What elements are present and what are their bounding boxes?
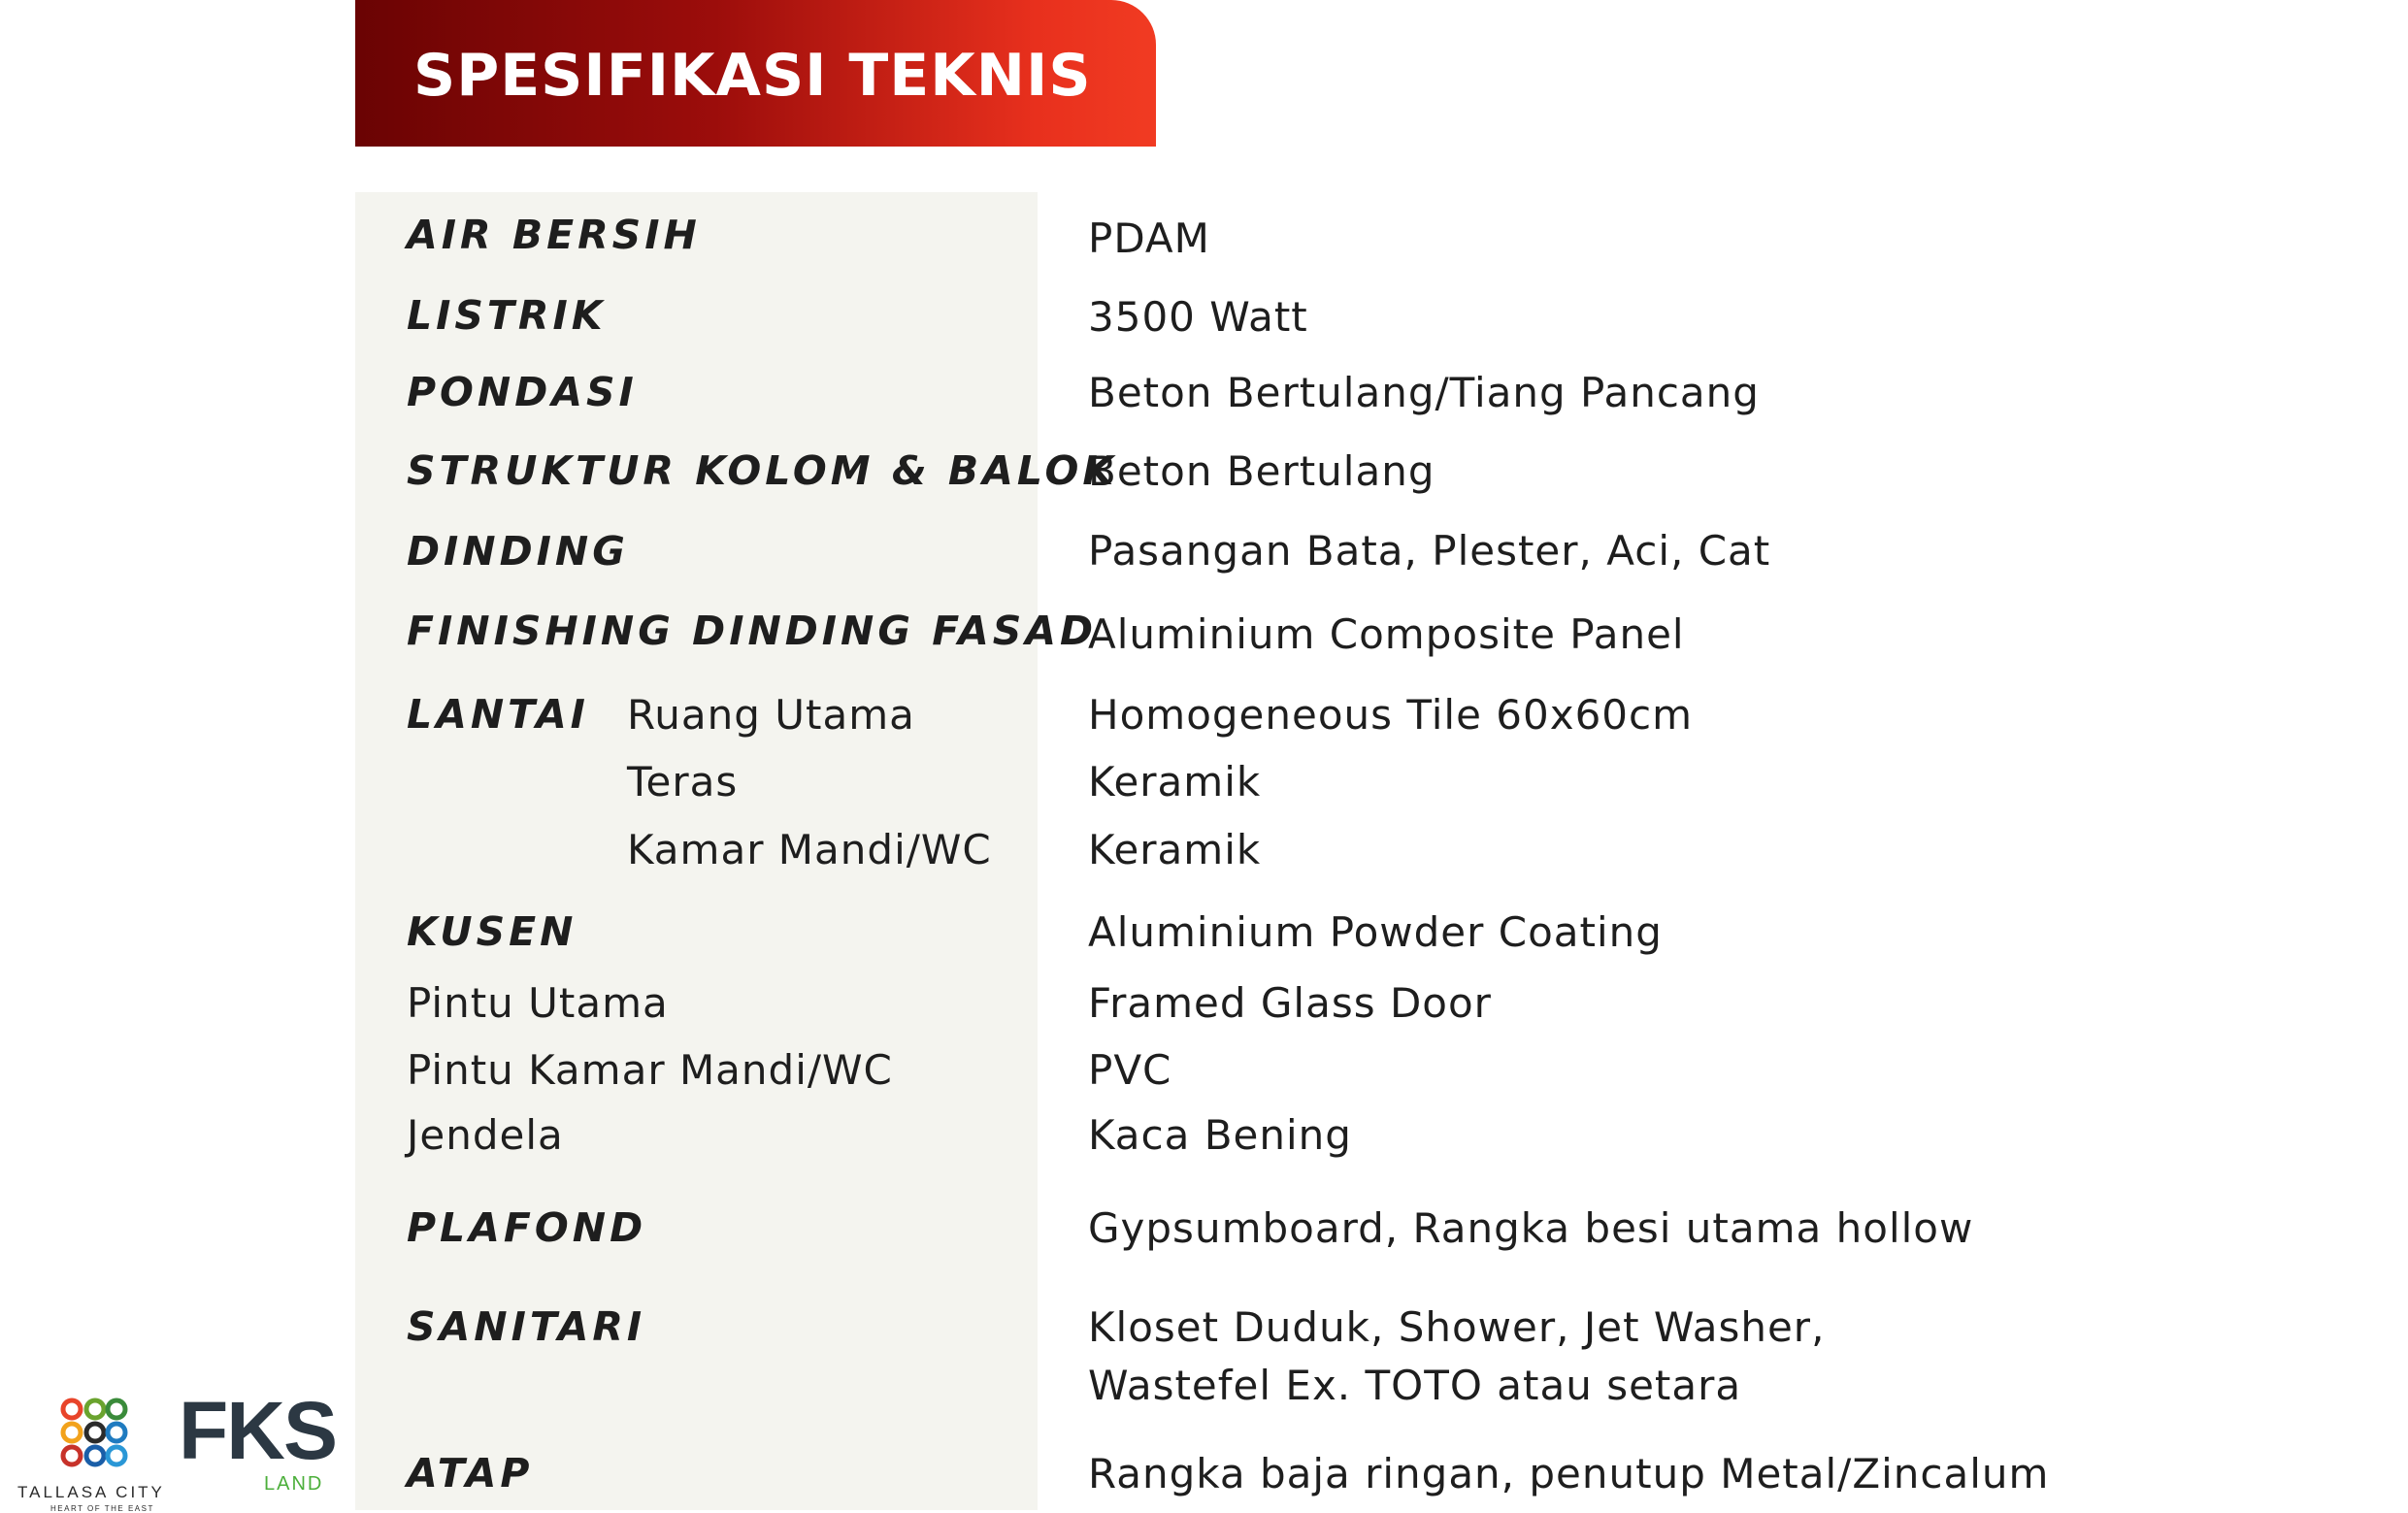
label-pondasi: PONDASI — [407, 369, 638, 415]
value-sanitari-line1: Kloset Duduk, Shower, Jet Washer, — [1088, 1303, 1826, 1351]
label-struktur: STRUKTUR KOLOM & BALOK — [407, 447, 1118, 494]
label-dinding: DINDING — [407, 528, 629, 575]
fks-logo-land: LAND — [264, 1473, 324, 1495]
label-air-bersih: AIR BERSIH — [407, 212, 701, 258]
footer-logos — [0, 1385, 355, 1513]
tallasa-city-tagline: HEART OF THE EAST — [50, 1504, 154, 1513]
value-lantai-ruang-utama: Homogeneous Tile 60x60cm — [1088, 691, 1694, 739]
page-title: SPESIFIKASI TEKNIS — [413, 41, 1092, 110]
kusen-sub-pintu-kamar-mandi: Pintu Kamar Mandi/WC — [407, 1046, 893, 1094]
lantai-sub-teras: Teras — [627, 758, 739, 806]
value-listrik: 3500 Watt — [1088, 293, 1308, 341]
lantai-sub-kamar-mandi: Kamar Mandi/WC — [627, 826, 992, 873]
label-finishing-fasad: FINISHING DINDING FASAD — [407, 608, 1098, 654]
kusen-sub-pintu-utama: Pintu Utama — [407, 979, 669, 1027]
value-finishing-fasad: Aluminium Composite Panel — [1088, 610, 1685, 658]
label-atap: ATAP — [407, 1450, 534, 1497]
label-plafond: PLAFOND — [407, 1204, 647, 1251]
value-sanitari-line2: Wastefel Ex. TOTO atau setara — [1088, 1362, 1742, 1409]
lantai-sub-ruang-utama: Ruang Utama — [627, 691, 915, 739]
value-pintu-utama: Framed Glass Door — [1088, 979, 1492, 1027]
fks-logo-wordmark: FKS — [179, 1385, 336, 1476]
label-sanitari: SANITARI — [407, 1303, 646, 1350]
value-atap: Rangka baja ringan, penutup Metal/Zincalum — [1088, 1450, 2050, 1497]
label-listrik: LISTRIK — [407, 292, 607, 339]
value-pintu-kamar-mandi: PVC — [1088, 1046, 1172, 1094]
header-banner — [355, 0, 1156, 147]
kusen-sub-jendela: Jendela — [407, 1111, 564, 1159]
value-struktur: Beton Bertulang — [1088, 447, 1435, 495]
value-lantai-kamar-mandi: Keramik — [1088, 826, 1262, 873]
tallasa-city-name: TALLASA CITY — [17, 1483, 165, 1501]
value-dinding: Pasangan Bata, Plester, Aci, Cat — [1088, 527, 1771, 575]
label-lantai: LANTAI — [407, 691, 589, 738]
label-kusen: KUSEN — [407, 908, 577, 955]
value-lantai-teras: Keramik — [1088, 758, 1262, 806]
value-pondasi: Beton Bertulang/Tiang Pancang — [1088, 369, 1760, 416]
value-kusen: Aluminium Powder Coating — [1088, 908, 1663, 956]
value-plafond: Gypsumboard, Rangka besi utama hollow — [1088, 1204, 1974, 1252]
value-air-bersih: PDAM — [1088, 214, 1210, 262]
tallasa-city-logo-icon — [56, 1396, 130, 1469]
value-jendela: Kaca Bening — [1088, 1111, 1352, 1159]
